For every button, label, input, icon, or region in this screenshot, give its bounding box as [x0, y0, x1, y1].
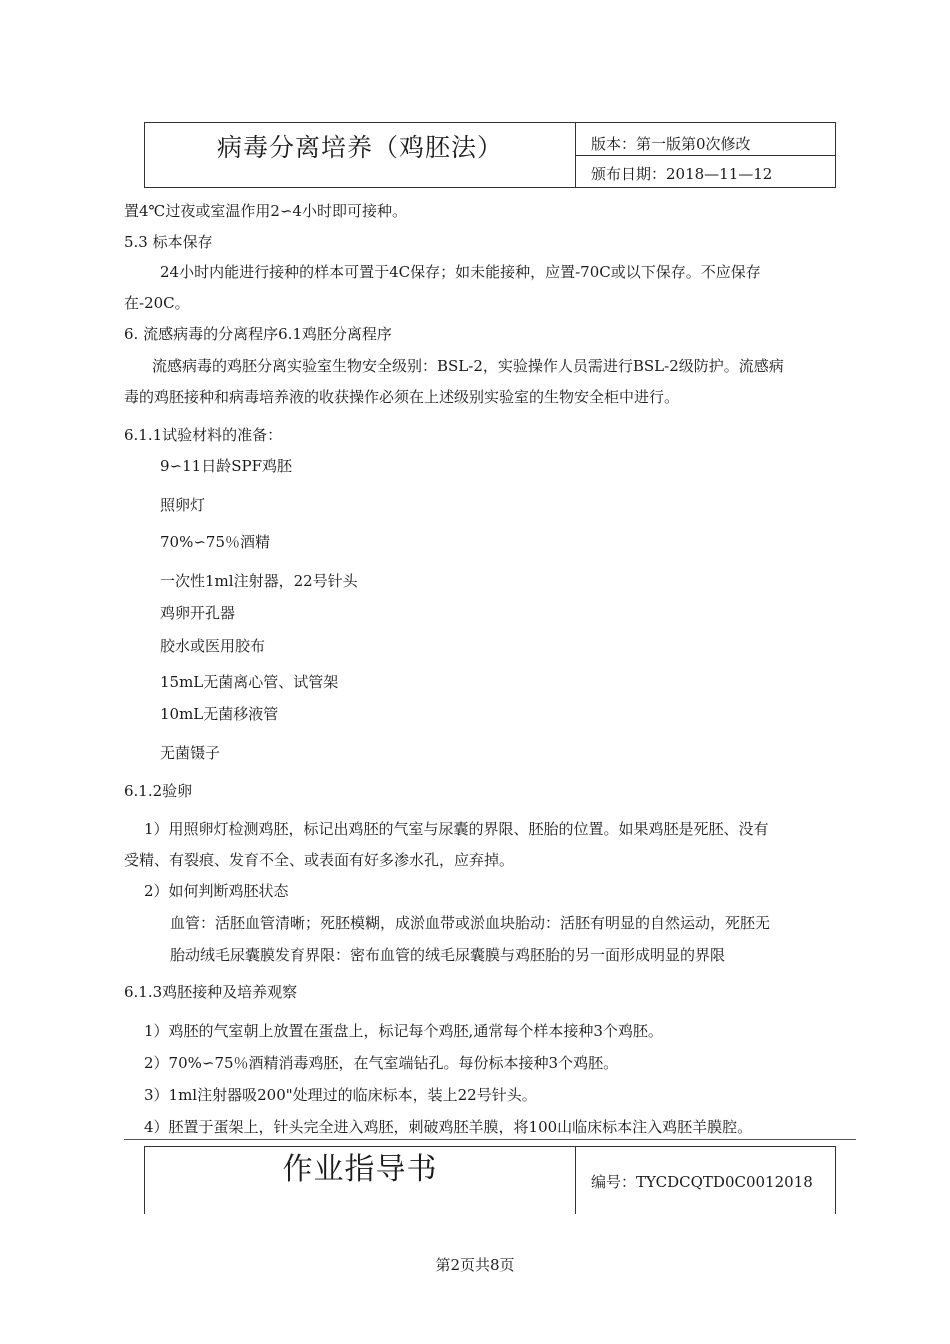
- header-table: [144, 122, 836, 188]
- list-item: 1）鸡胚的气室朝上放置在蛋盘上，标记每个鸡胚,通常每个样本接种3个鸡胚。: [144, 1022, 663, 1040]
- section-heading: 6. 流感病毒的分离程序6.1鸡胚分离程序: [124, 325, 392, 343]
- header-row-divider: [575, 155, 835, 156]
- body-line: 流感病毒的鸡胚分离实验室生物安全级别：BSL-2，实验操作人员需进行BSL-2级防护。流感病: [152, 357, 784, 375]
- section-heading: 6.1.3鸡胚接种及培养观察: [124, 983, 298, 1001]
- list-item: 2）70%∽75％酒精消毒鸡胚，在气室端钻孔。每份标本接种3个鸡胚。: [144, 1054, 619, 1072]
- list-item: 鸡卵开孔器: [160, 604, 236, 622]
- list-item: 15mL无菌离心管、试管架: [160, 673, 339, 691]
- body-line: 胎动绒毛尿囊膜发育界限：密布血管的绒毛尿囊膜与鸡胚胎的另一面形成明显的界限: [170, 946, 726, 964]
- body-line: 置4℃过夜或室温作用2∽4小时即可接种。: [124, 202, 407, 220]
- list-item: 4）胚置于蛋架上，针头完全进入鸡胚，刺破鸡胚羊膜，将100山临床标本注入鸡胚羊膜腔。: [144, 1118, 753, 1136]
- section-heading: 6.1.1试验材料的准备：: [124, 426, 283, 444]
- list-item: 3）1ml注射器吸200"处理过的临床标本，装上22号针头。: [144, 1086, 537, 1104]
- list-item: 一次性1ml注射器，22号针头: [160, 572, 358, 590]
- footer-title: 作业指导书: [282, 1152, 438, 1187]
- section-heading: 5.3 标本保存: [124, 233, 213, 251]
- list-item: 无菌镊子: [160, 744, 221, 762]
- body-line: 在-20C。: [124, 294, 190, 312]
- list-item: 胶水或医用胶布: [160, 637, 266, 655]
- list-item: 9∽11日龄SPF鸡胚: [160, 457, 292, 475]
- horizontal-rule: [124, 1139, 856, 1140]
- page-number: 第2页共8页: [435, 1256, 515, 1274]
- section-heading: 6.1.2验卵: [124, 782, 193, 800]
- body-line: 毒的鸡胚接种和病毒培养液的收获操作必须在上述级别实验室的生物安全柜中进行。: [124, 388, 680, 406]
- list-item: 70%∽75％酒精: [160, 533, 270, 551]
- document-title: 病毒分离培养（鸡胚法）: [216, 133, 503, 162]
- body-line: 血管：活胚血管清晰；死胚模糊，成淤血带或淤血块胎动：活胚有明显的自然运动，死胚无: [170, 914, 771, 932]
- footer-table: [144, 1146, 836, 1214]
- release-date: 颁布日期：2018—11—12: [591, 165, 773, 183]
- body-line: 2）如何判断鸡胚状态: [144, 882, 289, 900]
- body-line: 1）用照卵灯检测鸡胚，标记出鸡胚的气室与尿囊的界限、胚胎的位置。如果鸡胚是死胚、没有: [144, 820, 769, 838]
- version-info: 版本：第一版第0次修改: [591, 135, 751, 153]
- document-code: 编号：TYCDCQTD0C0012018: [591, 1173, 813, 1191]
- list-item: 10mL无菌移液管: [160, 705, 279, 723]
- body-line: 24小时内能进行接种的样本可置于4C保存；如未能接种，应置-70C或以下保存。不应保存: [160, 263, 761, 281]
- list-item: 照卵灯: [160, 496, 206, 514]
- footer-divider: [575, 1147, 576, 1214]
- body-line: 受精、有裂痕、发育不全、或表面有好多渗水孔，应弃掉。: [124, 851, 515, 869]
